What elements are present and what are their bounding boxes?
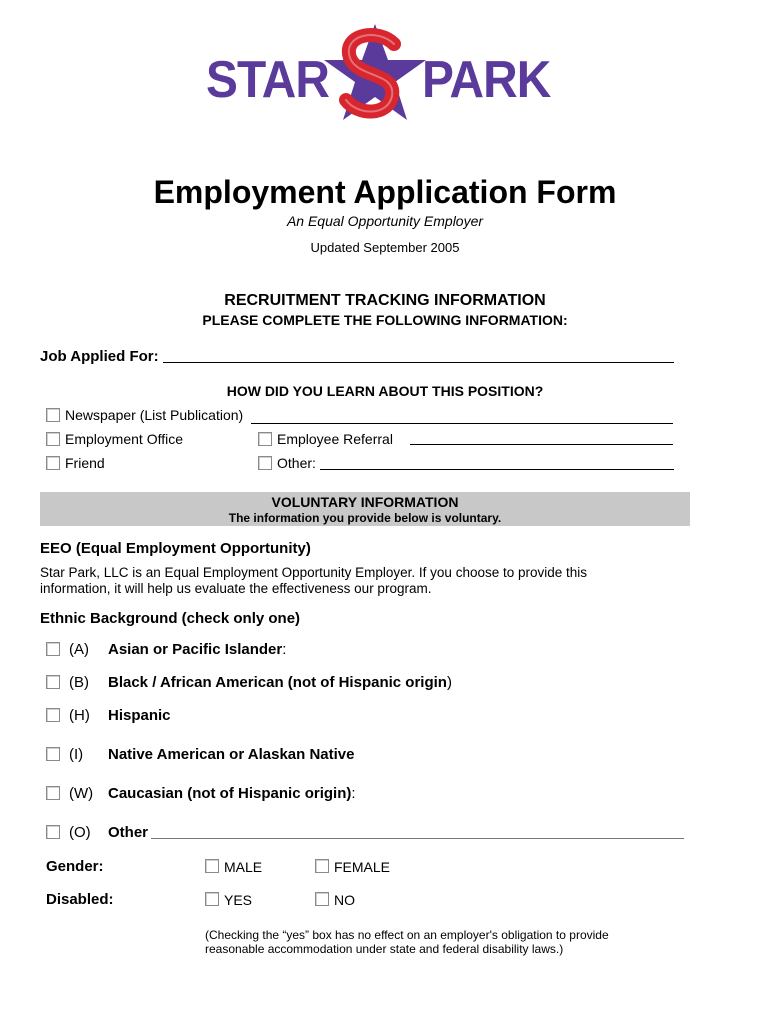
employment-office-checkbox[interactable]	[46, 432, 60, 446]
ethnic-b-checkbox[interactable]	[46, 675, 60, 689]
male-checkbox[interactable]	[205, 859, 219, 873]
logo-left-word: STAR	[206, 51, 330, 109]
disabled-label: Disabled:	[46, 891, 114, 908]
ethnic-h-name: Hispanic	[108, 707, 171, 724]
page-title: Employment Application Form	[153, 174, 617, 210]
company-logo	[200, 20, 560, 130]
disabled-note-line2: reasonable accommodation under state and federal disability laws.)	[205, 942, 564, 956]
ethnic-i-code: (I)	[69, 746, 84, 763]
ethnic-a-name: Asian or Pacific Islander:	[108, 641, 287, 658]
star-s-emblem-icon	[320, 20, 430, 128]
ethnic-a-code: (A)	[69, 641, 89, 658]
disabled-yes-label: YES	[224, 892, 253, 908]
disabled-no-label: NO	[334, 892, 355, 908]
other-source-field[interactable]	[320, 452, 674, 470]
gender-label: Gender:	[46, 858, 104, 875]
friend-checkbox[interactable]	[46, 456, 60, 470]
recruitment-subheading: PLEASE COMPLETE THE FOLLOWING INFORMATION:	[202, 312, 568, 328]
voluntary-heading: VOLUNTARY INFORMATION	[271, 494, 459, 510]
recruitment-heading: RECRUITMENT TRACKING INFORMATION	[224, 292, 546, 309]
ethnic-w-checkbox[interactable]	[46, 786, 60, 800]
employee-referral-checkbox[interactable]	[258, 432, 272, 446]
disabled-no-checkbox[interactable]	[315, 892, 329, 906]
voluntary-note: The information you provide below is voluntary.	[228, 511, 502, 525]
ethnic-a-checkbox[interactable]	[46, 642, 60, 656]
ethnic-w-code: (W)	[69, 785, 94, 802]
page-subtitle: An Equal Opportunity Employer	[286, 213, 484, 229]
employment-office-label: Employment Office	[65, 431, 184, 447]
eeo-text-line1: Star Park, LLC is an Equal Employment Opportunity Employer. If you choose to provide this	[40, 565, 588, 580]
newspaper-field[interactable]	[251, 406, 673, 424]
ethnic-h-checkbox[interactable]	[46, 708, 60, 722]
disabled-yes-checkbox[interactable]	[205, 892, 219, 906]
other-source-checkbox[interactable]	[258, 456, 272, 470]
disabled-note-line1: (Checking the “yes” box has no effect on an employer's obligation to provide	[205, 928, 609, 942]
ethnic-o-name: Other	[108, 824, 149, 841]
female-checkbox[interactable]	[315, 859, 329, 873]
employee-referral-field[interactable]	[410, 427, 673, 445]
newspaper-label: Newspaper (List Publication)	[65, 407, 244, 423]
ethnic-h-code: (H)	[69, 707, 90, 724]
ethnic-i-name: Native American or Alaskan Native	[108, 746, 355, 763]
female-label: FEMALE	[334, 859, 391, 875]
ethnic-i-checkbox[interactable]	[46, 747, 60, 761]
employee-referral-label: Employee Referral	[277, 431, 393, 447]
eeo-heading: EEO (Equal Employment Opportunity)	[40, 540, 311, 557]
updated-date: Updated September 2005	[310, 240, 460, 255]
ethnic-w-name: Caucasian (not of Hispanic origin):	[108, 785, 356, 802]
logo-right-word: PARK	[422, 51, 551, 109]
eeo-text-line2: information, it will help us evaluate the effectiveness our program.	[40, 581, 432, 596]
job-applied-label: Job Applied For:	[40, 348, 159, 365]
learn-question: HOW DID YOU LEARN ABOUT THIS POSITION?	[226, 383, 544, 399]
ethnic-o-code: (O)	[69, 824, 91, 841]
newspaper-checkbox[interactable]	[46, 408, 60, 422]
ethnic-o-checkbox[interactable]	[46, 825, 60, 839]
ethnic-heading: Ethnic Background (check only one)	[40, 610, 301, 627]
other-source-label: Other:	[277, 455, 316, 471]
job-applied-field[interactable]	[163, 345, 674, 363]
ethnic-b-name: Black / African American (not of Hispanic origin)	[108, 674, 452, 691]
friend-label: Friend	[65, 455, 105, 471]
ethnic-other-field[interactable]	[151, 820, 684, 839]
ethnic-b-code: (B)	[69, 674, 89, 691]
male-label: MALE	[224, 859, 263, 875]
